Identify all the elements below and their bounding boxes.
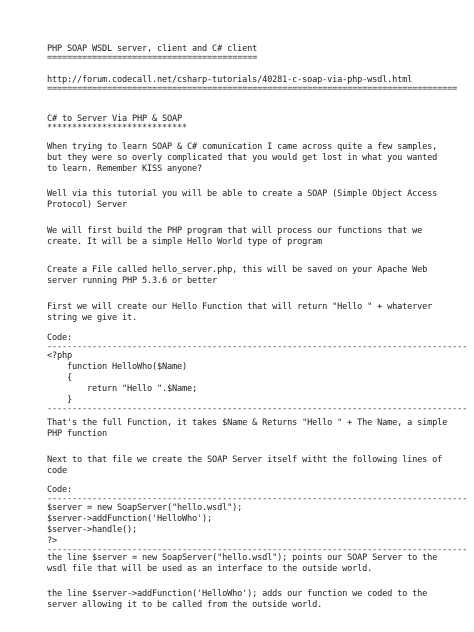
code-line: ?> [47, 536, 58, 546]
section-underline: **************************** [47, 123, 188, 133]
paragraph-line: PHP function [47, 429, 108, 439]
paragraph-line: server allowing it to be called from the outside world. [47, 600, 323, 610]
code-line: $server = new SoapServer("hello.wsdl"); [47, 503, 243, 513]
paragraph-line: When trying to learn SOAP & C# comunication I came across quite a few samples, [47, 142, 438, 152]
code-rule-bottom: ------------------------------------------------------------------------------------ [47, 545, 468, 555]
code-label: Code: [47, 485, 73, 495]
code-line: { [47, 373, 73, 383]
code-rule-top: ------------------------------------------------------------------------------------ [47, 342, 468, 352]
paragraph-line: wsdl file that will be used as an interface to the outside world. [47, 564, 373, 574]
code-line: return "Hello ".$Name; [47, 384, 198, 394]
paragraph-line: That's the full Function, it takes $Name & Returns "Hello " + The Name, a simple [47, 418, 448, 428]
paragraph-line: code [47, 466, 68, 476]
paragraph-line: string we give it. [47, 313, 138, 323]
code-line: $server->addFunction('HelloWho'); [47, 514, 213, 524]
paragraph-line: create. It will be a simple Hello World type of program [47, 237, 323, 247]
code-line: } [47, 395, 73, 405]
code-line: function HelloWho($Name) [47, 362, 188, 372]
paragraph-line: the line $server->addFunction('HelloWho'); adds our function we coded to the [47, 589, 428, 599]
code-rule-top: ------------------------------------------------------------------------------------ [47, 494, 468, 504]
source-url: http://forum.codecall.net/csharp-tutorials/40281-c-soap-via-php-wsdl.html [47, 75, 413, 85]
paragraph-line: the line $server = new SoapServer("hello.wsdl"); points our SOAP Server to the [47, 553, 438, 563]
paragraph-line: server running PHP 5.3.6 or better [47, 276, 218, 286]
code-line: $server->handle(); [47, 525, 138, 535]
code-label: Code: [47, 333, 73, 343]
paragraph-line: We will first build the PHP program that will process our functions that we [47, 226, 423, 236]
paragraph-line: but they were so overly complicated that you would get lost in what you wanted [47, 153, 438, 163]
doc-title: PHP SOAP WSDL server, client and C# client [47, 44, 258, 54]
paragraph-line: to learn. Remember KISS anyone? [47, 164, 203, 174]
paragraph-line: Create a File called hello_server.php, this will be saved on your Apache Web [47, 265, 428, 275]
paragraph-line: First we will create our Hello Function that will return "Hello " + whaterver [47, 302, 433, 312]
title-underline: ========================================== [47, 53, 258, 63]
url-underline: ================================================================================== [47, 84, 458, 94]
code-rule-bottom: ------------------------------------------------------------------------------------ [47, 404, 468, 414]
paragraph-line: Next to that file we create the SOAP Server itself witht the following lines of [47, 455, 443, 465]
paragraph-line: Well via this tutorial you will be able to create a SOAP (Simple Object Access [47, 189, 438, 199]
paragraph-line: Protocol) Server [47, 200, 128, 210]
code-line: <?php [47, 351, 73, 361]
section-title: C# to Server Via PHP & SOAP [47, 114, 183, 124]
